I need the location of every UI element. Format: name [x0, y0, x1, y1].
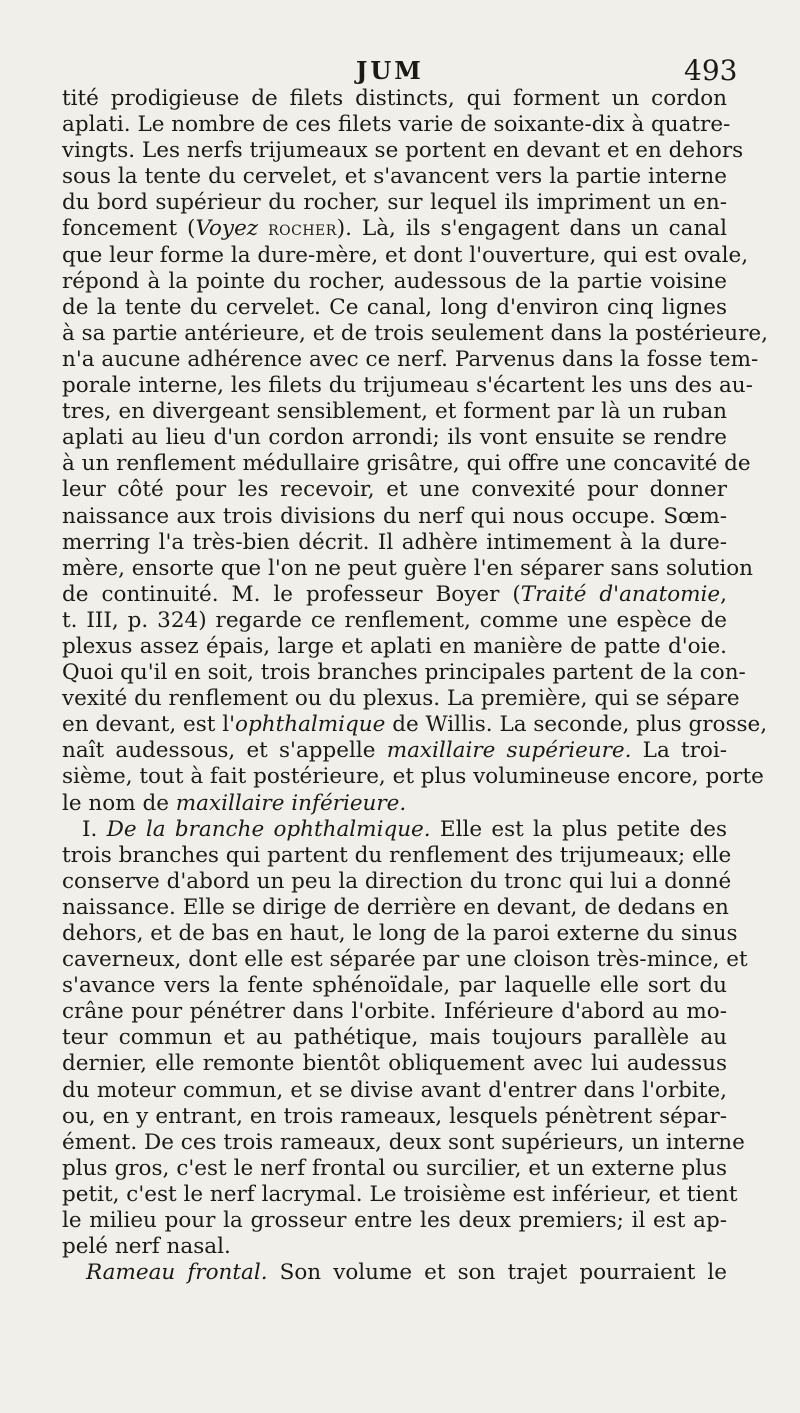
text-run: ). Là, ils s'engagent dans un canal [336, 216, 727, 242]
page-header [0, 48, 800, 88]
text-line: aplati. Le nombre de ces filets varie de soixante-dix à quatre- [62, 112, 731, 138]
italic-run: maxillaire inférieure. [175, 790, 407, 816]
section-heading-line [62, 817, 727, 843]
text-line [62, 712, 768, 738]
text-line: t. III, p. 324) regarde ce renflement, comme une espèce de [62, 607, 727, 633]
text-line [62, 582, 727, 608]
text-line: à sa partie antérieure, et de trois seulement dans la postérieure, [62, 320, 768, 346]
text-line: naissance. Elle se dirige de derrière en devant, de dedans en [62, 894, 729, 920]
text-line [62, 216, 727, 242]
text-line: ément. De ces trois rameaux, deux sont supérieurs, un interne [62, 1129, 745, 1155]
text-run: en devant, est l' [62, 712, 236, 738]
text-run: naît audessous, et s'appelle [62, 738, 387, 764]
text-line: vingts. Les nerfs trijumeaux se portent en devant et en dehors [62, 138, 744, 164]
text-run: le nom de [62, 790, 176, 816]
italic-run: maxillaire supérieure. [386, 738, 632, 764]
text-run: de continuité. M. le professeur Boyer ( [62, 581, 521, 607]
text-line: trois branches qui partent du renflement des trijumeaux; elle [62, 842, 732, 868]
text-line: dehors, et de bas en haut, le long de la paroi externe du sinus [62, 921, 738, 946]
text-line: le milieu pour la grosseur entre les deux premiers; il est ap- [62, 1208, 727, 1234]
text-line: aplati au lieu d'un cordon arrondi; ils vont ensuite se rendre [62, 425, 727, 451]
section-heading-line [62, 1260, 727, 1286]
text-line: à un renflement médullaire grisâtre, qui offre une concavité de [62, 451, 751, 477]
text-line: ou, en y entrant, en trois rameaux, lesquels pénètrent sépar- [62, 1103, 727, 1129]
italic-run: ophthalmique [235, 712, 386, 738]
text-line: mère, ensorte que l'on ne peut guère l'en séparer sans solution [62, 555, 753, 581]
text-line: du moteur commun, et se divise avant d'entrer dans l'orbite, [62, 1077, 727, 1103]
text-line: s'avance vers la fente sphénoïdale, par laquelle elle sort du [62, 973, 727, 999]
text-line: répond à la pointe du rocher, audessous de la partie voisine [62, 268, 727, 294]
text-line: crâne pour pénétrer dans l'orbite. Inférieure d'abord au mo- [62, 999, 727, 1025]
body-text [62, 86, 768, 1286]
text-run: foncement ( [62, 216, 196, 242]
text-run: Elle est la plus petite des [430, 816, 727, 842]
page-number: 493 [684, 54, 738, 87]
text-line: pelé nerf nasal. [62, 1234, 231, 1260]
text-line: porale interne, les filets du trijumeau s'écartent les uns des au- [62, 373, 753, 399]
text-line: naissance aux trois divisions du nerf qui nous occupe. Sœm- [62, 503, 727, 529]
text-run: La troi- [631, 738, 727, 764]
text-line: teur commun et au pathétique, mais toujours parallèle au [62, 1025, 727, 1051]
text-line: n'a aucune adhérence avec ce nerf. Parvenus dans la fosse tem- [62, 346, 759, 372]
text-run: , [720, 581, 727, 607]
text-line: plexus assez épais, large et aplati en manière de patte d'oie. [62, 633, 727, 659]
text-line: dernier, elle remonte bientôt obliquement avec lui audessus [62, 1051, 727, 1077]
text-line: leur côté pour les recevoir, et une convexité pour donner [62, 477, 727, 503]
text-line: sous la tente du cervelet, et s'avancent vers la partie interne [62, 164, 727, 190]
text-line: plus gros, c'est le nerf frontal ou surcilier, et un externe plus [62, 1155, 727, 1181]
text-line: petit, c'est le nerf lacrymal. Le troisième est inférieur, et tient [62, 1181, 738, 1207]
text-run: I. [82, 816, 107, 842]
italic-run: Traité d'anatomie [520, 581, 721, 607]
text-line: tres, en divergeant sensiblement, et forment par là un ruban [62, 399, 727, 425]
section-heading: De la branche ophthalmique. [106, 816, 431, 842]
text-line [62, 791, 727, 817]
text-line: conserve d'abord un peu la direction du tronc qui lui a donné [62, 868, 732, 894]
text-line: caverneux, dont elle est séparée par une cloison très-mince, et [62, 947, 748, 973]
text-line: du bord supérieur du rocher, sur lequel ils impriment un en- [62, 190, 727, 216]
small-caps-run: ROCHER [268, 223, 337, 240]
running-title: JUM [356, 56, 424, 85]
text-line: de la tente du cervelet. Ce canal, long d'environ cinq lignes [62, 294, 727, 320]
text-line: merring l'a très-bien décrit. Il adhère intimement à la dure- [62, 529, 727, 555]
text-line: tité prodigieuse de filets distincts, qui forment un cordon [62, 86, 727, 111]
text-line [62, 738, 727, 764]
text-run: de Willis. La seconde, plus grosse, [385, 712, 768, 738]
text-run: Son volume et son trajet pourraient le [267, 1260, 727, 1286]
italic-run: Voyez [195, 216, 259, 242]
text-run [258, 216, 268, 241]
text-line: sième, tout à fait postérieure, et plus volumineuse encore, porte [62, 764, 764, 790]
text-line: vexité du renflement ou du plexus. La première, qui se sépare [62, 686, 740, 712]
text-line: que leur forme la dure-mère, et dont l'ouverture, qui est ovale, [62, 242, 749, 268]
subsection-heading: Rameau frontal. [86, 1260, 268, 1286]
text-line: Quoi qu'il en soit, trois branches principales partent de la con- [62, 660, 746, 686]
